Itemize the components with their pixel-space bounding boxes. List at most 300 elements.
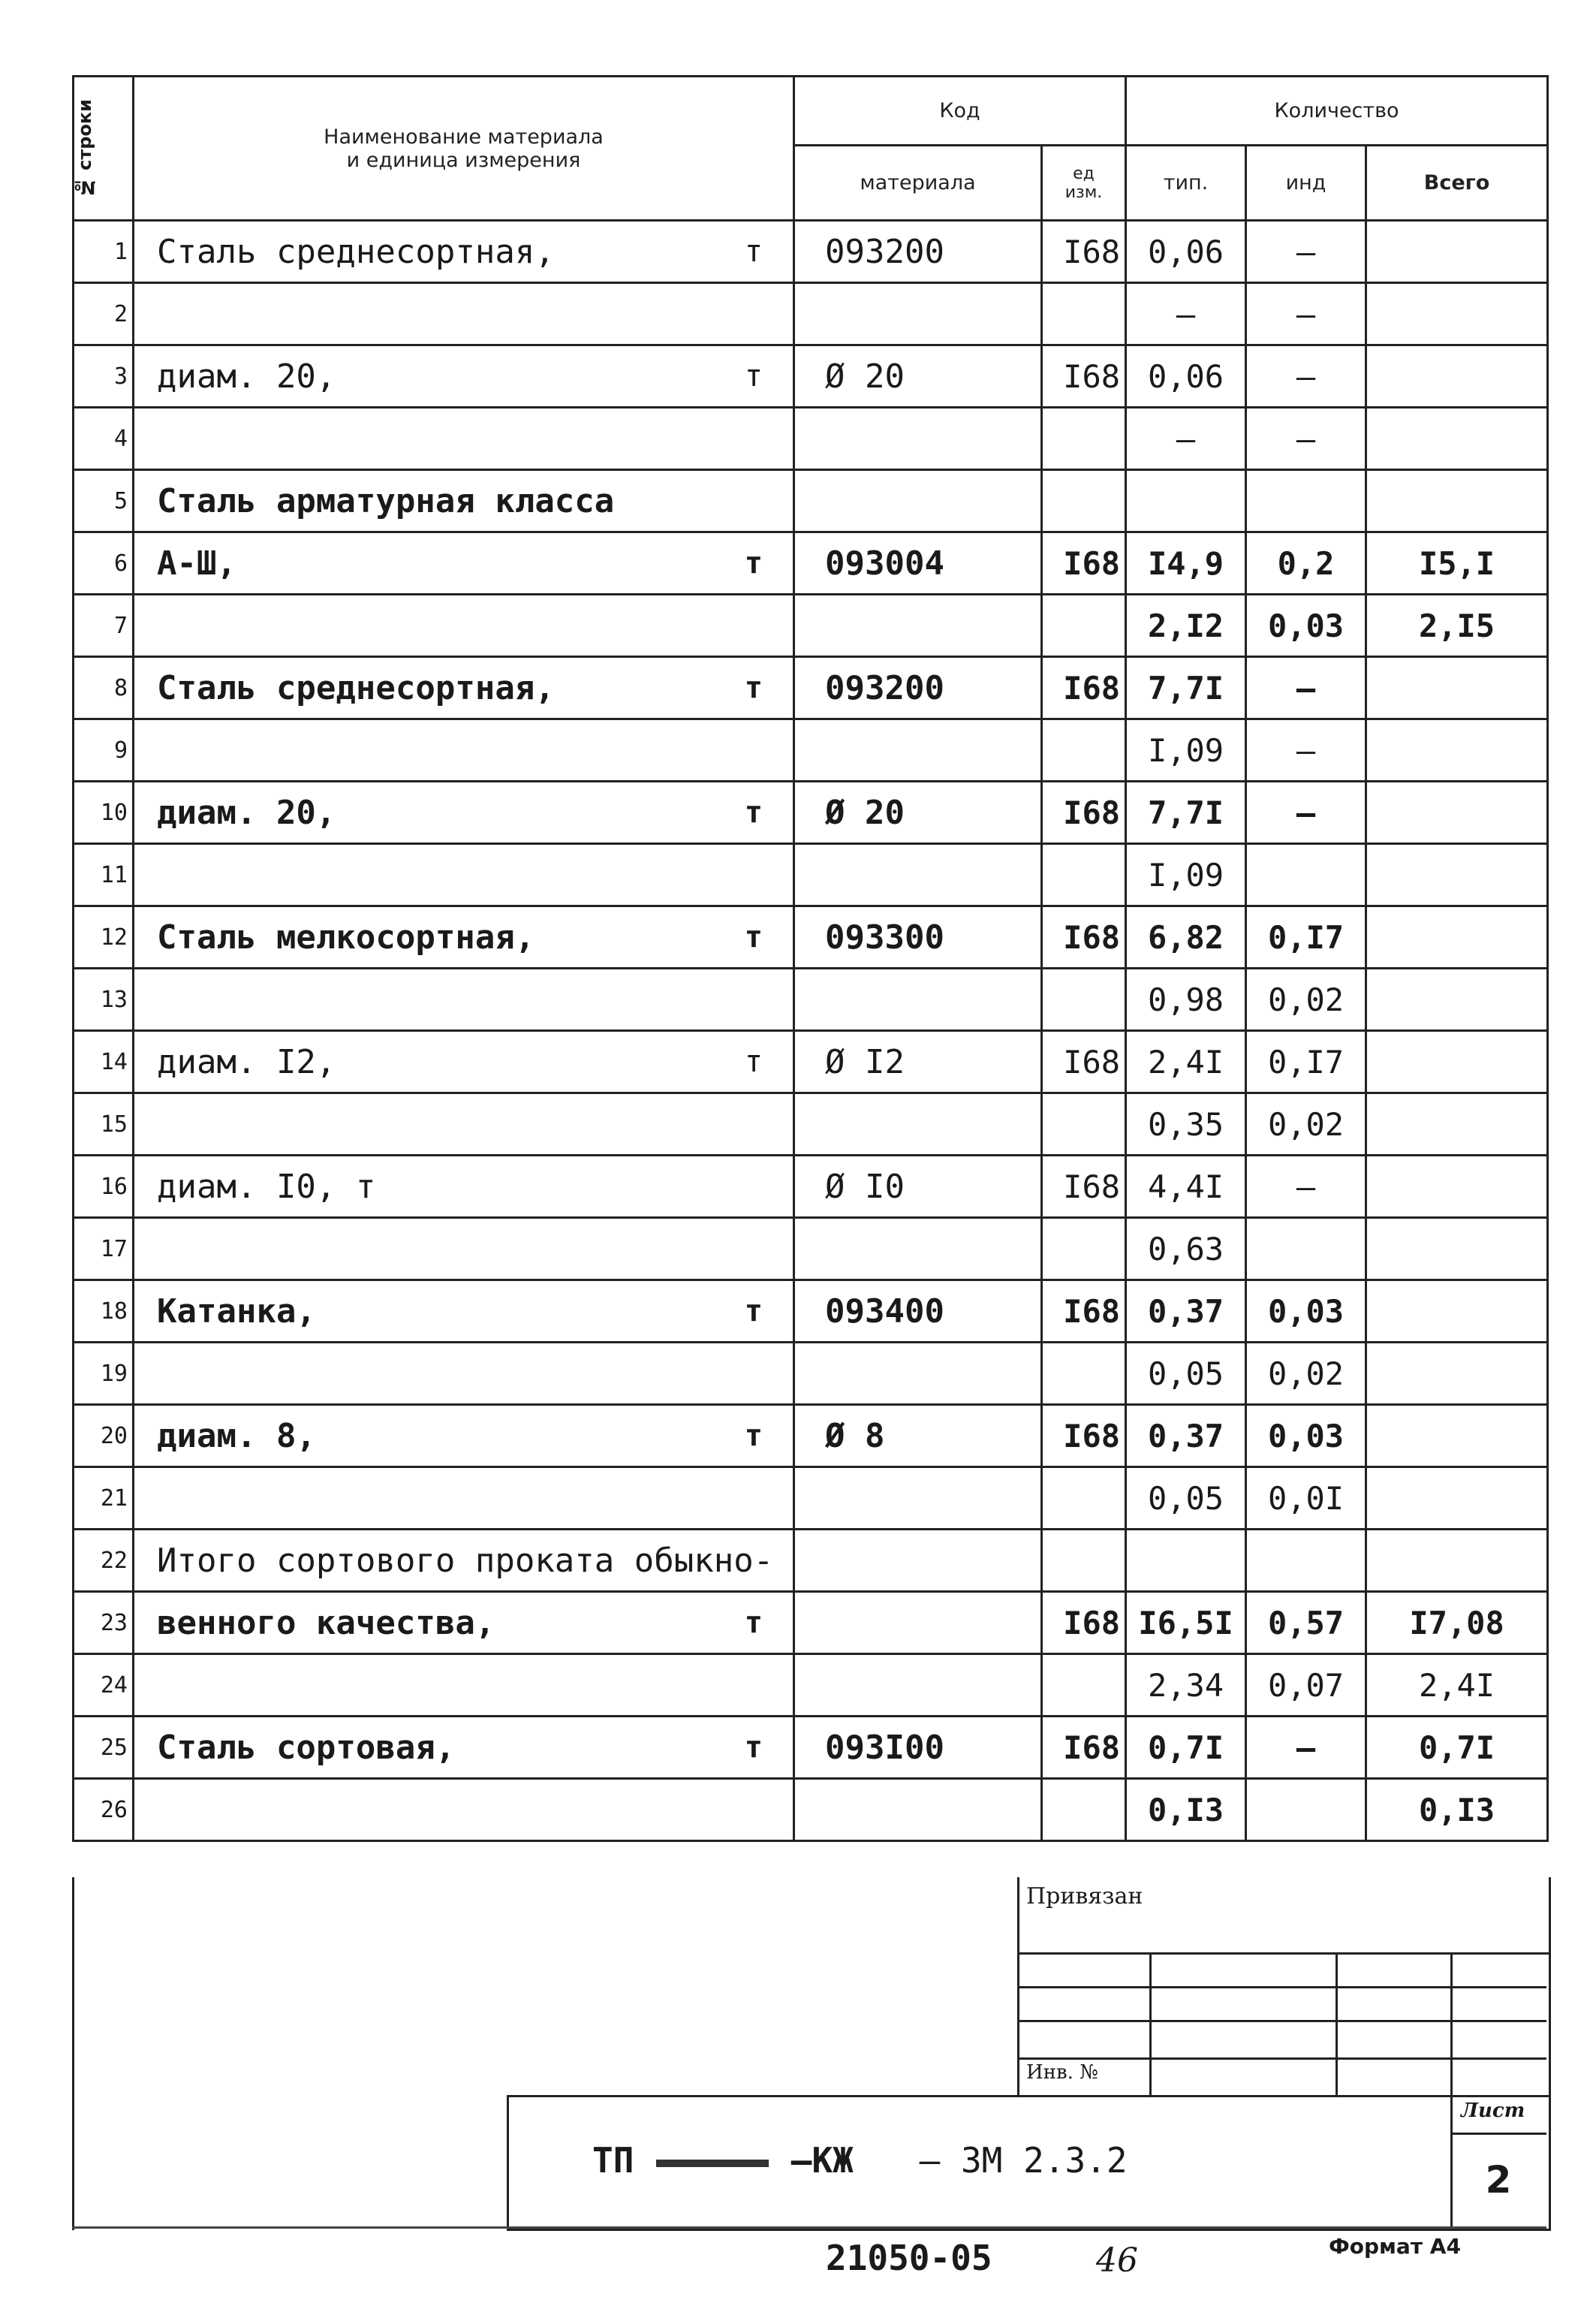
individual-qty-text: 0,03 bbox=[1267, 607, 1345, 644]
unit-mark: т bbox=[744, 1294, 763, 1328]
typical-qty bbox=[1126, 844, 1246, 906]
table-row bbox=[74, 782, 1548, 844]
unit-mark: т bbox=[744, 546, 763, 580]
table-row bbox=[74, 283, 1548, 345]
unit-code-text: I68 bbox=[1063, 669, 1121, 707]
typical-qty bbox=[1126, 532, 1246, 595]
row-number-text: 11 bbox=[100, 861, 128, 888]
unit-code bbox=[1042, 657, 1126, 719]
row-number bbox=[74, 1031, 134, 1093]
unit-code bbox=[1042, 345, 1126, 408]
unit-mark: т bbox=[744, 920, 763, 954]
individual-qty bbox=[1246, 1093, 1366, 1156]
individual-qty bbox=[1246, 1218, 1366, 1280]
doc-code-prefix: ТП bbox=[592, 2140, 634, 2181]
row-number bbox=[74, 844, 134, 906]
individual-qty bbox=[1246, 1343, 1366, 1405]
typical-qty-text: – bbox=[1176, 420, 1196, 457]
individual-qty-text: – bbox=[1296, 731, 1316, 769]
material-code-header: материала bbox=[794, 146, 1042, 221]
unit-mark: т bbox=[744, 1044, 763, 1079]
material-code bbox=[794, 221, 1042, 283]
material-code-text: 093I00 bbox=[825, 1728, 944, 1767]
material-code bbox=[794, 1779, 1042, 1841]
unit-header bbox=[1042, 146, 1126, 221]
individual-qty bbox=[1246, 844, 1366, 906]
unit-code bbox=[1042, 844, 1126, 906]
row-number-text: 8 bbox=[113, 674, 128, 701]
typical-qty bbox=[1126, 1592, 1246, 1654]
typical-qty-text: – bbox=[1176, 295, 1196, 333]
table-row bbox=[74, 969, 1548, 1031]
unit-code bbox=[1042, 283, 1126, 345]
typical-qty-text: 0,98 bbox=[1147, 981, 1224, 1018]
row-number bbox=[74, 283, 134, 345]
row-number bbox=[74, 595, 134, 657]
individual-qty bbox=[1246, 283, 1366, 345]
row-number bbox=[74, 1530, 134, 1592]
typical-qty bbox=[1126, 470, 1246, 532]
row-number-header bbox=[74, 77, 134, 221]
unit-code-text: I68 bbox=[1063, 233, 1121, 270]
unit-code-text: I68 bbox=[1063, 1417, 1121, 1454]
table-row bbox=[74, 1218, 1548, 1280]
row-number-text: 2 bbox=[113, 300, 128, 327]
unit-code-text: I68 bbox=[1063, 1043, 1121, 1081]
row-number bbox=[74, 1717, 134, 1779]
individual-qty bbox=[1246, 595, 1366, 657]
table-row bbox=[74, 657, 1548, 719]
typical-qty bbox=[1126, 719, 1246, 782]
row-number-text: 14 bbox=[100, 1048, 128, 1075]
row-number-text: 13 bbox=[100, 986, 128, 1013]
material-code-text: Ø 8 bbox=[825, 1416, 885, 1455]
individual-qty-text: 0,02 bbox=[1267, 1105, 1345, 1143]
unit-mark: т bbox=[744, 671, 763, 705]
material-name bbox=[134, 1156, 794, 1218]
unit-code bbox=[1042, 1405, 1126, 1467]
format-label: Формат А4 bbox=[1329, 2234, 1461, 2259]
material-code bbox=[794, 1530, 1042, 1592]
unit-code-text: I68 bbox=[1063, 1292, 1121, 1330]
total-qty bbox=[1366, 782, 1548, 844]
grid-line-2 bbox=[1017, 2020, 1546, 2022]
row-number-text: 16 bbox=[100, 1173, 128, 1200]
typical-qty bbox=[1126, 1093, 1246, 1156]
row-number bbox=[74, 1405, 134, 1467]
row-number bbox=[74, 906, 134, 969]
typical-qty-text: 0,06 bbox=[1147, 233, 1224, 270]
unit-code-text: I68 bbox=[1063, 918, 1121, 956]
material-name-text: Сталь среднесортная, bbox=[157, 232, 555, 271]
individual-qty bbox=[1246, 782, 1366, 844]
typical-qty bbox=[1126, 1405, 1246, 1467]
material-name bbox=[134, 1467, 794, 1530]
row-number-text: 21 bbox=[100, 1485, 128, 1512]
row-number-text: 5 bbox=[113, 487, 128, 514]
material-code-text: 093200 bbox=[825, 668, 944, 707]
material-code bbox=[794, 408, 1042, 470]
material-code-text: 093300 bbox=[825, 918, 944, 957]
table-row bbox=[74, 1530, 1548, 1592]
typical-qty bbox=[1126, 1280, 1246, 1343]
row-number bbox=[74, 1093, 134, 1156]
typical-qty-text: 0,63 bbox=[1147, 1230, 1224, 1268]
row-number-text: 9 bbox=[113, 737, 128, 764]
total-qty bbox=[1366, 906, 1548, 969]
typical-qty bbox=[1126, 1031, 1246, 1093]
material-name bbox=[134, 844, 794, 906]
individual-qty-text: – bbox=[1296, 233, 1316, 270]
total-qty-text: I7,08 bbox=[1409, 1604, 1504, 1641]
total-qty bbox=[1366, 221, 1548, 283]
unit-code-text: I68 bbox=[1063, 1168, 1121, 1205]
individual-qty bbox=[1246, 1779, 1366, 1841]
typical-qty-text: 6,82 bbox=[1147, 918, 1224, 956]
grid-vline-2 bbox=[1336, 1952, 1338, 2095]
total-qty bbox=[1366, 844, 1548, 906]
total-qty bbox=[1366, 1654, 1548, 1717]
material-code bbox=[794, 1031, 1042, 1093]
material-name-text: А-Ш, bbox=[157, 544, 236, 583]
unit-code-text: I68 bbox=[1063, 1729, 1121, 1766]
table-row bbox=[74, 1093, 1548, 1156]
total-qty-text: I5,I bbox=[1418, 544, 1495, 582]
individual-qty-text: 0,02 bbox=[1267, 1355, 1345, 1392]
material-name bbox=[134, 408, 794, 470]
grid-line-3 bbox=[1017, 2057, 1546, 2060]
row-number-text: 3 bbox=[113, 363, 128, 390]
unit-mark: т bbox=[744, 359, 763, 393]
individual-qty bbox=[1246, 1405, 1366, 1467]
material-code-text: Ø 20 bbox=[825, 357, 905, 396]
grid-vline-3 bbox=[1450, 1952, 1453, 2095]
typical-qty-text: 0,37 bbox=[1147, 1417, 1224, 1454]
typical-qty bbox=[1126, 408, 1246, 470]
table-row bbox=[74, 595, 1548, 657]
title-block bbox=[72, 1877, 1549, 2230]
table-row bbox=[74, 221, 1548, 283]
material-code bbox=[794, 470, 1042, 532]
typical-qty-text: I,09 bbox=[1147, 731, 1224, 769]
material-code bbox=[794, 1343, 1042, 1405]
individual-qty-text: – bbox=[1296, 669, 1316, 707]
material-name-text: венного качества, bbox=[157, 1603, 495, 1642]
unit-code bbox=[1042, 532, 1126, 595]
individual-qty bbox=[1246, 1654, 1366, 1717]
row-number bbox=[74, 782, 134, 844]
unit-code bbox=[1042, 1093, 1126, 1156]
typical-qty-text: 7,7I bbox=[1147, 669, 1224, 707]
material-code-text: 093200 bbox=[825, 232, 944, 271]
typical-qty-text: I6,5I bbox=[1138, 1604, 1233, 1641]
typical-qty-text: 0,06 bbox=[1147, 357, 1224, 395]
individual-qty-text: – bbox=[1296, 1729, 1316, 1766]
unit-code bbox=[1042, 1592, 1126, 1654]
individual-qty-text: – bbox=[1296, 420, 1316, 457]
unit-code bbox=[1042, 1280, 1126, 1343]
table-row bbox=[74, 844, 1548, 906]
material-code-text: 093400 bbox=[825, 1292, 944, 1331]
row-number bbox=[74, 1592, 134, 1654]
material-code bbox=[794, 1467, 1042, 1530]
typical-qty bbox=[1126, 1218, 1246, 1280]
material-code bbox=[794, 1717, 1042, 1779]
material-code bbox=[794, 1156, 1042, 1218]
material-name-text: диам. I0, т bbox=[157, 1167, 376, 1206]
total-qty bbox=[1366, 345, 1548, 408]
redacted-mark bbox=[656, 2160, 769, 2167]
total-qty bbox=[1366, 657, 1548, 719]
unit-code bbox=[1042, 595, 1126, 657]
row-number bbox=[74, 1654, 134, 1717]
total-qty bbox=[1366, 1218, 1548, 1280]
row-number bbox=[74, 719, 134, 782]
total-qty-text: 2,I5 bbox=[1418, 607, 1495, 644]
row-number-text: 6 bbox=[113, 550, 128, 577]
table-body bbox=[74, 221, 1548, 1841]
typical-qty-text: 0,35 bbox=[1147, 1105, 1224, 1143]
privyazan-label: Привязан bbox=[1026, 1883, 1143, 1910]
material-code bbox=[794, 1654, 1042, 1717]
row-number-text: 22 bbox=[100, 1547, 128, 1574]
table-row bbox=[74, 906, 1548, 969]
row-number-text: 23 bbox=[100, 1609, 128, 1636]
typical-qty-text: 7,7I bbox=[1147, 794, 1224, 831]
table-row bbox=[74, 1405, 1548, 1467]
individual-qty bbox=[1246, 1156, 1366, 1218]
material-code bbox=[794, 345, 1042, 408]
material-name bbox=[134, 1592, 794, 1654]
individual-qty bbox=[1246, 969, 1366, 1031]
material-name bbox=[134, 1779, 794, 1841]
individual-qty-text: 0,57 bbox=[1267, 1604, 1345, 1641]
row-number bbox=[74, 345, 134, 408]
material-name bbox=[134, 1093, 794, 1156]
material-name-text: Сталь сортовая, bbox=[157, 1728, 456, 1767]
table-row bbox=[74, 532, 1548, 595]
row-number-text: 20 bbox=[100, 1422, 128, 1449]
individual-qty bbox=[1246, 906, 1366, 969]
table-row bbox=[74, 1717, 1548, 1779]
inventory-label: Инв. № bbox=[1026, 2061, 1098, 2084]
individual-qty-text: 0,07 bbox=[1267, 1666, 1345, 1704]
individual-qty-text: 0,2 bbox=[1277, 544, 1335, 582]
unit-mark: т bbox=[744, 1605, 763, 1640]
typical-qty-text: I4,9 bbox=[1147, 544, 1224, 582]
material-name-text: Сталь арматурная класса bbox=[157, 481, 615, 520]
material-name-header bbox=[134, 77, 794, 221]
bottom-border bbox=[72, 2226, 1546, 2229]
unit-code bbox=[1042, 1218, 1126, 1280]
individual-qty-text: 0,I7 bbox=[1267, 918, 1345, 956]
material-name bbox=[134, 532, 794, 595]
individual-qty bbox=[1246, 532, 1366, 595]
material-name bbox=[134, 1031, 794, 1093]
material-name bbox=[134, 470, 794, 532]
unit-mark: т bbox=[744, 795, 763, 830]
material-code-text: Ø 20 bbox=[825, 793, 905, 832]
table-row bbox=[74, 408, 1548, 470]
material-name bbox=[134, 595, 794, 657]
typical-qty bbox=[1126, 1156, 1246, 1218]
total-qty bbox=[1366, 532, 1548, 595]
unit-code-text: I68 bbox=[1063, 794, 1121, 831]
material-name-text: Катанка, bbox=[157, 1292, 316, 1331]
row-number-text: 12 bbox=[100, 924, 128, 951]
material-name-text: диам. 20, bbox=[157, 357, 336, 396]
sheet-label: Лист bbox=[1461, 2100, 1525, 2122]
row-number bbox=[74, 221, 134, 283]
individual-qty-text: 0,0I bbox=[1267, 1479, 1345, 1517]
document-designation bbox=[592, 2140, 1128, 2181]
row-number bbox=[74, 1218, 134, 1280]
typical-qty bbox=[1126, 657, 1246, 719]
total-qty bbox=[1366, 408, 1548, 470]
grid-vline-1 bbox=[1149, 1952, 1152, 2095]
individual-qty bbox=[1246, 1280, 1366, 1343]
unit-code-text: I68 bbox=[1063, 544, 1121, 582]
individual-qty bbox=[1246, 719, 1366, 782]
material-code bbox=[794, 1592, 1042, 1654]
material-code-text: 093004 bbox=[825, 544, 944, 583]
table-row bbox=[74, 1343, 1548, 1405]
row-number-text: 24 bbox=[100, 1671, 128, 1699]
material-code bbox=[794, 283, 1042, 345]
total-qty bbox=[1366, 1530, 1548, 1592]
unit-code bbox=[1042, 1779, 1126, 1841]
row-number bbox=[74, 1156, 134, 1218]
typical-qty bbox=[1126, 1530, 1246, 1592]
material-name bbox=[134, 1530, 794, 1592]
material-code bbox=[794, 719, 1042, 782]
individual-qty bbox=[1246, 221, 1366, 283]
unit-header-line1: ед bbox=[1073, 164, 1095, 183]
row-number bbox=[74, 969, 134, 1031]
total-qty bbox=[1366, 1405, 1548, 1467]
total-qty-text: 2,4I bbox=[1418, 1666, 1495, 1704]
row-number bbox=[74, 1467, 134, 1530]
individual-qty-text: 0,03 bbox=[1267, 1417, 1345, 1454]
material-code bbox=[794, 969, 1042, 1031]
material-name-text: Сталь мелкосортная, bbox=[157, 918, 535, 957]
material-name-text: Сталь среднесортная, bbox=[157, 668, 555, 707]
individual-header: инд bbox=[1246, 146, 1366, 221]
typical-qty bbox=[1126, 595, 1246, 657]
unit-code bbox=[1042, 1343, 1126, 1405]
individual-qty bbox=[1246, 1592, 1366, 1654]
unit-code bbox=[1042, 1717, 1126, 1779]
typical-qty bbox=[1126, 1343, 1246, 1405]
individual-qty-text: – bbox=[1296, 295, 1316, 333]
total-qty bbox=[1366, 1717, 1548, 1779]
row-number bbox=[74, 532, 134, 595]
row-number-text: 26 bbox=[100, 1796, 128, 1823]
row-number-text: 17 bbox=[100, 1235, 128, 1262]
typical-qty-text: 0,I3 bbox=[1147, 1791, 1224, 1828]
typical-qty-text: I,09 bbox=[1147, 856, 1224, 894]
typical-qty bbox=[1126, 782, 1246, 844]
material-name bbox=[134, 283, 794, 345]
typical-qty-text: 0,37 bbox=[1147, 1292, 1224, 1330]
material-name bbox=[134, 657, 794, 719]
individual-qty-text: – bbox=[1296, 357, 1316, 395]
page-mark: 46 bbox=[1096, 2241, 1138, 2280]
material-name-header-line1: Наименование материала bbox=[324, 125, 604, 149]
unit-code bbox=[1042, 1031, 1126, 1093]
unit-code bbox=[1042, 408, 1126, 470]
individual-qty-text: 0,02 bbox=[1267, 981, 1345, 1018]
row-number bbox=[74, 657, 134, 719]
table-row bbox=[74, 1031, 1548, 1093]
material-name bbox=[134, 345, 794, 408]
typical-qty-text: 2,4I bbox=[1147, 1043, 1224, 1081]
sheet-number: 2 bbox=[1485, 2157, 1512, 2202]
table-row bbox=[74, 345, 1548, 408]
row-number-text: 7 bbox=[113, 612, 128, 639]
table-row bbox=[74, 1280, 1548, 1343]
typical-qty bbox=[1126, 345, 1246, 408]
unit-code bbox=[1042, 906, 1126, 969]
doc-code-sheet: – ЗМ 2.3.2 bbox=[919, 2140, 1128, 2181]
material-code bbox=[794, 782, 1042, 844]
table-row bbox=[74, 470, 1548, 532]
typical-qty bbox=[1126, 283, 1246, 345]
material-name bbox=[134, 1717, 794, 1779]
material-code-text: Ø I0 bbox=[825, 1167, 905, 1206]
unit-code bbox=[1042, 1156, 1126, 1218]
material-name bbox=[134, 969, 794, 1031]
materials-table bbox=[72, 75, 1549, 1842]
individual-qty bbox=[1246, 1031, 1366, 1093]
typical-qty bbox=[1126, 969, 1246, 1031]
archive-number: 21050-05 bbox=[826, 2238, 992, 2278]
material-name-header-line2: и единица измерения bbox=[346, 148, 581, 172]
typical-qty bbox=[1126, 221, 1246, 283]
material-name bbox=[134, 1218, 794, 1280]
typical-qty-text: 0,7I bbox=[1147, 1729, 1224, 1766]
table-row bbox=[74, 1592, 1548, 1654]
individual-qty-text: – bbox=[1296, 1168, 1316, 1205]
material-name-text: диам. 20, bbox=[157, 793, 336, 832]
individual-qty bbox=[1246, 1717, 1366, 1779]
total-qty bbox=[1366, 1031, 1548, 1093]
total-qty bbox=[1366, 470, 1548, 532]
total-qty bbox=[1366, 1343, 1548, 1405]
typical-qty bbox=[1126, 906, 1246, 969]
material-name-text: диам. 8, bbox=[157, 1416, 316, 1455]
material-code bbox=[794, 844, 1042, 906]
total-qty bbox=[1366, 595, 1548, 657]
material-name bbox=[134, 1654, 794, 1717]
material-name bbox=[134, 906, 794, 969]
material-code bbox=[794, 1280, 1042, 1343]
total-qty bbox=[1366, 1156, 1548, 1218]
material-code bbox=[794, 532, 1042, 595]
typical-qty-text: 0,05 bbox=[1147, 1479, 1224, 1517]
table-row bbox=[74, 1654, 1548, 1717]
material-code bbox=[794, 1405, 1042, 1467]
material-code bbox=[794, 1218, 1042, 1280]
row-number bbox=[74, 1779, 134, 1841]
material-code bbox=[794, 595, 1042, 657]
unit-mark: т bbox=[744, 1730, 763, 1765]
table-row bbox=[74, 1467, 1548, 1530]
individual-qty bbox=[1246, 345, 1366, 408]
unit-code bbox=[1042, 221, 1126, 283]
unit-code bbox=[1042, 1530, 1126, 1592]
typical-header: тип. bbox=[1126, 146, 1246, 221]
